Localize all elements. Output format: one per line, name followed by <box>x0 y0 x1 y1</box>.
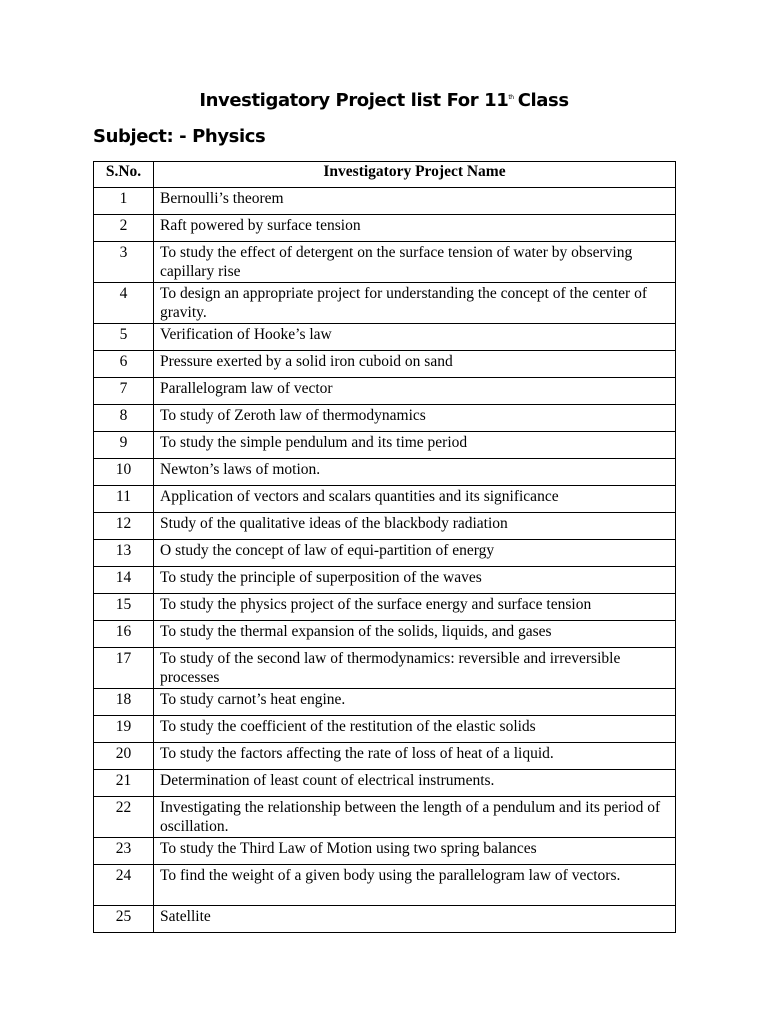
project-name: To study the thermal expansion of the solids, liquids, and gases <box>154 621 676 648</box>
row-number: 16 <box>94 621 154 648</box>
row-number: 3 <box>94 242 154 283</box>
row-number: 19 <box>94 716 154 743</box>
table-row <box>94 351 676 378</box>
project-name: To study the factors affecting the rate of loss of heat of a liquid. <box>154 743 676 770</box>
row-number: 7 <box>94 378 154 405</box>
project-name: Study of the qualitative ideas of the blackbody radiation <box>154 513 676 540</box>
document-title <box>0 89 768 113</box>
table-row <box>94 716 676 743</box>
subject-heading: Subject: - Physics <box>93 126 266 147</box>
row-number: 23 <box>94 838 154 865</box>
table-row <box>94 405 676 432</box>
project-name: Newton’s laws of motion. <box>154 459 676 486</box>
row-number: 20 <box>94 743 154 770</box>
project-name: Bernoulli’s theorem <box>154 188 676 215</box>
row-number: 2 <box>94 215 154 242</box>
project-name: Pressure exerted by a solid iron cuboid on sand <box>154 351 676 378</box>
project-name: Raft powered by surface tension <box>154 215 676 242</box>
table-row <box>94 378 676 405</box>
row-number: 4 <box>94 283 154 324</box>
project-name: To study the physics project of the surface energy and surface tension <box>154 594 676 621</box>
project-name: To study the simple pendulum and its time period <box>154 432 676 459</box>
table-row <box>94 567 676 594</box>
project-name: To study the coefficient of the restitution of the elastic solids <box>154 716 676 743</box>
project-name: Satellite <box>154 906 676 933</box>
row-number: 1 <box>94 188 154 215</box>
row-number: 21 <box>94 770 154 797</box>
table-row <box>94 188 676 215</box>
project-name: Application of vectors and scalars quantities and its significance <box>154 486 676 513</box>
project-name: To study carnot’s heat engine. <box>154 689 676 716</box>
table-row <box>94 621 676 648</box>
row-number: 8 <box>94 405 154 432</box>
table-row <box>94 797 676 838</box>
table-row <box>94 540 676 567</box>
row-number: 12 <box>94 513 154 540</box>
project-name: To study the effect of detergent on the surface tension of water by observing capillary rise <box>154 242 676 283</box>
row-number: 24 <box>94 865 154 906</box>
project-name: To design an appropriate project for understanding the concept of the center of gravity. <box>154 283 676 324</box>
row-number: 17 <box>94 648 154 689</box>
serial-number-header: S.No. <box>94 162 154 188</box>
project-name: To study of Zeroth law of thermodynamics <box>154 405 676 432</box>
project-name: To study of the second law of thermodynamics: reversible and irreversible processes <box>154 648 676 689</box>
title-main-text: Investigatory Project list For 11 <box>199 90 509 111</box>
table-row <box>94 648 676 689</box>
project-name: To find the weight of a given body using the parallelogram law of vectors. <box>154 865 676 906</box>
title-superscript: th <box>508 94 514 101</box>
row-number: 10 <box>94 459 154 486</box>
project-name-header: Investigatory Project Name <box>154 162 676 188</box>
table-row <box>94 324 676 351</box>
row-number: 15 <box>94 594 154 621</box>
table-row <box>94 838 676 865</box>
project-name: Parallelogram law of vector <box>154 378 676 405</box>
row-number: 25 <box>94 906 154 933</box>
table-row <box>94 513 676 540</box>
project-name: Investigating the relationship between the length of a pendulum and its period of oscillation. <box>154 797 676 838</box>
table-row <box>94 432 676 459</box>
table-header-row <box>94 162 676 188</box>
row-number: 9 <box>94 432 154 459</box>
table-row <box>94 486 676 513</box>
row-number: 22 <box>94 797 154 838</box>
table-row <box>94 770 676 797</box>
project-name: To study the Third Law of Motion using two spring balances <box>154 838 676 865</box>
table-row <box>94 215 676 242</box>
row-number: 18 <box>94 689 154 716</box>
table-row <box>94 459 676 486</box>
project-table <box>93 161 676 933</box>
title-end-text: Class <box>517 90 569 111</box>
row-number: 6 <box>94 351 154 378</box>
table-row <box>94 242 676 283</box>
project-name: To study the principle of superposition of the waves <box>154 567 676 594</box>
table-row <box>94 743 676 770</box>
row-number: 11 <box>94 486 154 513</box>
table-row <box>94 283 676 324</box>
project-name: Determination of least count of electrical instruments. <box>154 770 676 797</box>
table-row <box>94 594 676 621</box>
table-body <box>94 188 676 933</box>
table-row <box>94 689 676 716</box>
row-number: 13 <box>94 540 154 567</box>
row-number: 14 <box>94 567 154 594</box>
table-row <box>94 865 676 906</box>
row-number: 5 <box>94 324 154 351</box>
project-name: O study the concept of law of equi-partition of energy <box>154 540 676 567</box>
project-name: Verification of Hooke’s law <box>154 324 676 351</box>
table-row <box>94 906 676 933</box>
